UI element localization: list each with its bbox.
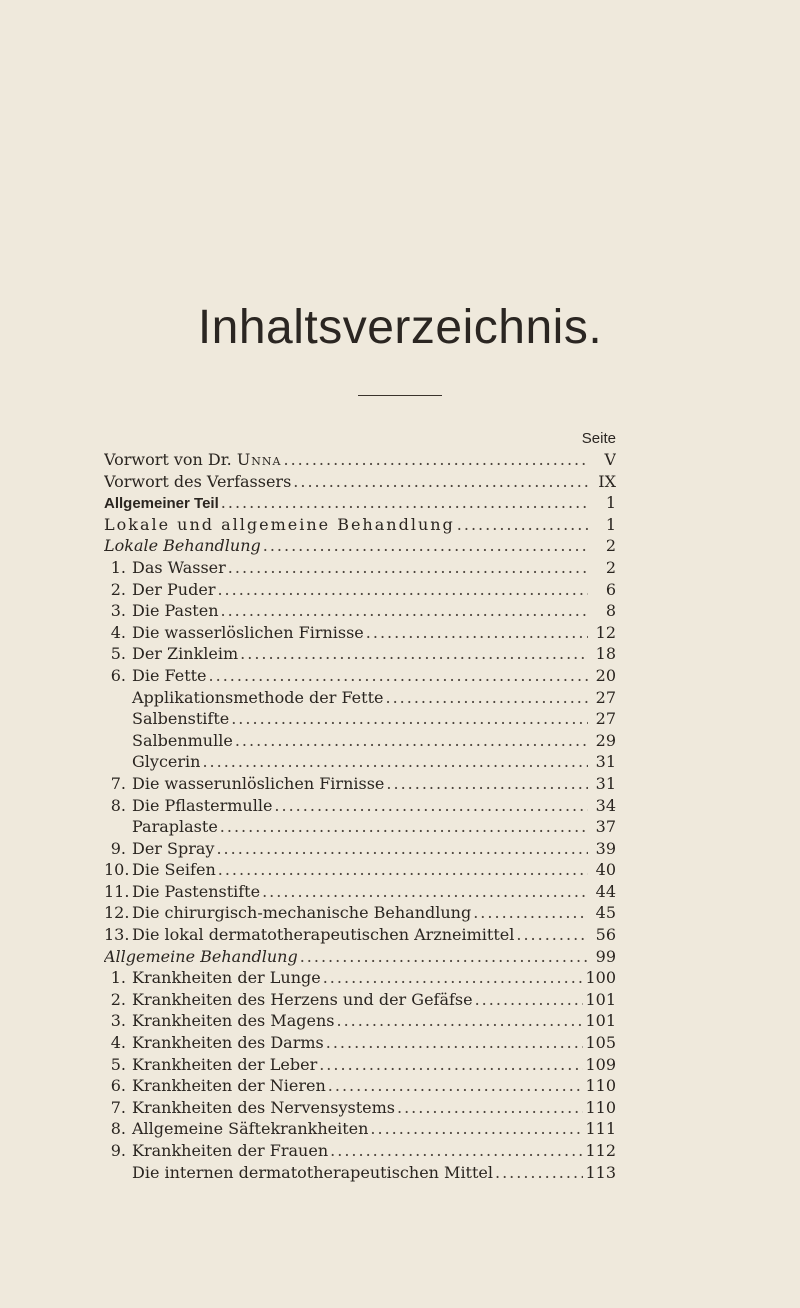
toc-entry xyxy=(104,1075,616,1097)
toc-entry-number: 12. xyxy=(104,903,130,923)
toc-leader-dots xyxy=(330,1140,583,1162)
toc-entry-number: 7. xyxy=(110,1097,126,1117)
toc-entry-title: Lokale und allgemeine Behandlung xyxy=(104,514,455,534)
toc-entry-page: V xyxy=(604,450,616,469)
toc-entry-number: 5. xyxy=(110,644,126,664)
toc-leader-dots xyxy=(284,449,589,471)
toc-entry xyxy=(104,449,616,471)
toc-leader-dots xyxy=(221,600,589,622)
toc-entry-page: 101 xyxy=(585,989,616,1009)
toc-leader-dots xyxy=(216,838,588,860)
toc-leader-dots xyxy=(300,946,588,968)
toc-entry-title: Die wasserunlöslichen Firnisse xyxy=(132,773,385,793)
toc-leader-dots xyxy=(326,1032,584,1054)
toc-entry-page: 111 xyxy=(585,1119,616,1139)
toc-entry-number: 4. xyxy=(110,1033,126,1053)
toc-leader-dots xyxy=(336,1010,583,1032)
toc-entry xyxy=(104,514,616,536)
toc-entry-title: Allgemeiner Teil xyxy=(104,495,219,513)
toc-leader-dots xyxy=(319,1054,583,1076)
toc-entry-title xyxy=(104,449,282,471)
toc-entry-number: 11. xyxy=(104,881,130,901)
toc-entry xyxy=(104,535,616,557)
toc-entry-title: Die Pflastermulle xyxy=(132,795,273,815)
toc-entry-number: 3. xyxy=(110,601,126,621)
toc-entry xyxy=(104,1054,616,1076)
toc-leader-dots xyxy=(220,816,588,838)
toc-entry-number: 8. xyxy=(110,1119,126,1139)
toc-entry xyxy=(104,1118,616,1140)
toc-entry-page: 45 xyxy=(595,903,616,923)
toc-leader-dots xyxy=(217,579,588,601)
toc-entry-title: Vorwort des Verfassers xyxy=(104,471,292,491)
toc-leader-dots xyxy=(328,1075,584,1097)
toc-entry-title: Die wasserlöslichen Firnisse xyxy=(132,622,364,642)
toc-entry-page: 44 xyxy=(595,881,616,901)
toc-entry-title: Lokale Behandlung xyxy=(104,536,261,556)
toc-leader-dots xyxy=(370,1118,583,1140)
toc-entry-number: 8. xyxy=(110,795,126,815)
toc-entry-title: Der Puder xyxy=(132,579,216,599)
toc-entry xyxy=(104,622,616,644)
toc-entry-title: Krankheiten des Herzens und der Gefäfse xyxy=(132,989,473,1009)
page-title: Inhaltsverzeichnis. xyxy=(197,301,603,354)
toc-entry xyxy=(104,557,616,579)
toc-leader-dots xyxy=(397,1097,583,1119)
toc-leader-dots xyxy=(293,471,588,493)
toc-entry-number: 5. xyxy=(110,1054,126,1074)
toc-leader-dots xyxy=(475,989,584,1011)
toc-leader-dots xyxy=(263,535,588,557)
toc-entry-title: Die internen dermatotherapeutischen Mittel xyxy=(132,1162,493,1182)
toc-leader-dots xyxy=(235,730,588,752)
toc-entry-page: 37 xyxy=(595,817,616,837)
toc-entry-number: 6. xyxy=(110,665,126,685)
toc-entry-page: 34 xyxy=(595,795,616,815)
toc-leader-dots xyxy=(202,751,588,773)
toc-leader-dots xyxy=(385,687,588,709)
toc-entry-title: Der Zinkleim xyxy=(132,644,239,664)
toc-entry-number: 9. xyxy=(110,838,126,858)
toc-entry xyxy=(104,579,616,601)
toc-entry xyxy=(104,1097,616,1119)
toc-entry-page: 27 xyxy=(595,709,616,729)
toc-entry-title: Krankheiten der Frauen xyxy=(132,1141,329,1160)
toc-entry-page: 101 xyxy=(585,1011,616,1031)
toc-entry xyxy=(104,1140,616,1162)
toc-entry xyxy=(104,600,616,622)
toc-entry-title: Der Spray xyxy=(132,838,215,858)
toc-entry xyxy=(104,859,616,881)
toc-entry xyxy=(104,967,616,989)
toc-entry-page: 1 xyxy=(605,493,616,513)
toc-leader-dots xyxy=(262,881,588,903)
toc-leader-dots xyxy=(218,859,588,881)
toc-entry xyxy=(104,1032,616,1054)
toc-entry-title: Allgemeine Behandlung xyxy=(104,946,298,966)
toc-entry xyxy=(104,902,616,924)
toc-entry-title: Krankheiten der Lunge xyxy=(132,968,321,988)
toc-entry xyxy=(104,946,616,968)
toc-entry-title: Das Wasser xyxy=(132,557,226,577)
toc-entry-page: 31 xyxy=(595,773,616,793)
toc-entry-number: 9. xyxy=(110,1141,126,1160)
toc-entry-page: 109 xyxy=(585,1054,616,1074)
toc-entry-number: 1. xyxy=(110,557,126,577)
toc-entry xyxy=(104,643,616,665)
toc-entry xyxy=(104,708,616,730)
toc-entry-page: 100 xyxy=(585,968,616,988)
toc-entry-number: 13. xyxy=(104,925,130,945)
toc-entry-number: 4. xyxy=(110,622,126,642)
toc-entry-title: Salbenmulle xyxy=(132,730,233,750)
toc-entry-number: 2. xyxy=(110,579,126,599)
toc-entry xyxy=(104,795,616,817)
toc-entry-page: 56 xyxy=(595,925,616,945)
toc-entry-author-name: Unna xyxy=(236,450,282,469)
toc-entry xyxy=(104,773,616,795)
toc-entry-number: 7. xyxy=(110,773,126,793)
toc-entry-title-prefix: Vorwort von Dr. xyxy=(104,450,237,469)
table-of-contents xyxy=(104,449,616,1183)
toc-leader-dots xyxy=(516,924,588,946)
toc-leader-dots xyxy=(240,643,588,665)
toc-entry-title: Die lokal dermatotherapeutischen Arzneimittel xyxy=(132,925,515,945)
toc-entry-number: 6. xyxy=(110,1076,126,1096)
toc-entry-title: Die Seifen xyxy=(132,860,216,880)
toc-entry xyxy=(104,1162,616,1184)
toc-entry-page: IX xyxy=(598,471,616,491)
toc-leader-dots xyxy=(457,514,588,536)
toc-entry-page: 8 xyxy=(605,601,616,621)
toc-entry-title: Krankheiten des Magens xyxy=(132,1011,335,1031)
toc-entry-page: 20 xyxy=(595,665,616,685)
toc-leader-dots xyxy=(274,795,588,817)
toc-entry-title: Krankheiten des Darms xyxy=(132,1033,324,1053)
toc-leader-dots xyxy=(323,967,584,989)
toc-entry-number: 1. xyxy=(110,968,126,988)
toc-entry-page: 31 xyxy=(595,752,616,772)
toc-entry-page: 105 xyxy=(585,1033,616,1053)
toc-entry-title: Paraplaste xyxy=(132,817,218,837)
toc-entry-number: 3. xyxy=(110,1011,126,1031)
toc-entry-page: 29 xyxy=(595,730,616,750)
toc-entry-page: 40 xyxy=(595,860,616,880)
toc-leader-dots xyxy=(221,492,588,514)
page-column-header: Seite xyxy=(581,430,616,447)
title-rule xyxy=(358,395,442,396)
toc-entry-page: 99 xyxy=(595,946,616,966)
toc-entry xyxy=(104,881,616,903)
toc-leader-dots xyxy=(366,622,588,644)
toc-leader-dots xyxy=(231,708,588,730)
toc-entry-page: 39 xyxy=(595,838,616,858)
toc-entry xyxy=(104,924,616,946)
toc-leader-dots xyxy=(209,665,588,687)
toc-entry-page: 2 xyxy=(605,557,616,577)
toc-entry-page: 6 xyxy=(605,579,616,599)
toc-entry-title: Salbenstifte xyxy=(132,709,230,729)
toc-entry-page: 110 xyxy=(585,1097,616,1117)
toc-entry-number: 10. xyxy=(104,860,130,880)
toc-entry-title: Applikationsmethode der Fette xyxy=(132,687,384,707)
toc-entry-title: Krankheiten des Nervensystems xyxy=(132,1097,395,1117)
toc-entry-page: 2 xyxy=(605,536,616,556)
toc-entry-number: 2. xyxy=(110,989,126,1009)
toc-entry-title: Krankheiten der Leber xyxy=(132,1054,318,1074)
toc-entry-title: Die Pasten xyxy=(132,601,219,621)
toc-entry-page: 113 xyxy=(585,1162,616,1182)
toc-entry-page: 18 xyxy=(595,644,616,664)
toc-leader-dots xyxy=(473,902,588,924)
toc-entry-page: 12 xyxy=(595,622,616,642)
toc-leader-dots xyxy=(228,557,588,579)
toc-leader-dots xyxy=(495,1162,583,1184)
toc-entry xyxy=(104,687,616,709)
toc-entry-title: Die chirurgisch-mechanische Behandlung xyxy=(132,903,472,923)
toc-entry-title: Die Fette xyxy=(132,665,207,685)
toc-leader-dots xyxy=(386,773,588,795)
toc-entry-page: 112 xyxy=(585,1141,616,1160)
toc-entry xyxy=(104,492,616,514)
toc-entry-page: 27 xyxy=(595,687,616,707)
toc-entry xyxy=(104,751,616,773)
toc-entry xyxy=(104,471,616,493)
toc-entry xyxy=(104,665,616,687)
toc-entry-title: Glycerin xyxy=(132,752,201,772)
toc-entry xyxy=(104,989,616,1011)
toc-entry-title: Krankheiten der Nieren xyxy=(132,1076,326,1096)
toc-entry xyxy=(104,1010,616,1032)
toc-entry xyxy=(104,816,616,838)
toc-entry xyxy=(104,838,616,860)
toc-entry-page: 1 xyxy=(605,514,616,534)
toc-entry-title: Die Pastenstifte xyxy=(132,881,261,901)
toc-entry xyxy=(104,730,616,752)
toc-entry-page: 110 xyxy=(585,1076,616,1096)
toc-entry-title: Allgemeine Säftekrankheiten xyxy=(132,1119,369,1139)
